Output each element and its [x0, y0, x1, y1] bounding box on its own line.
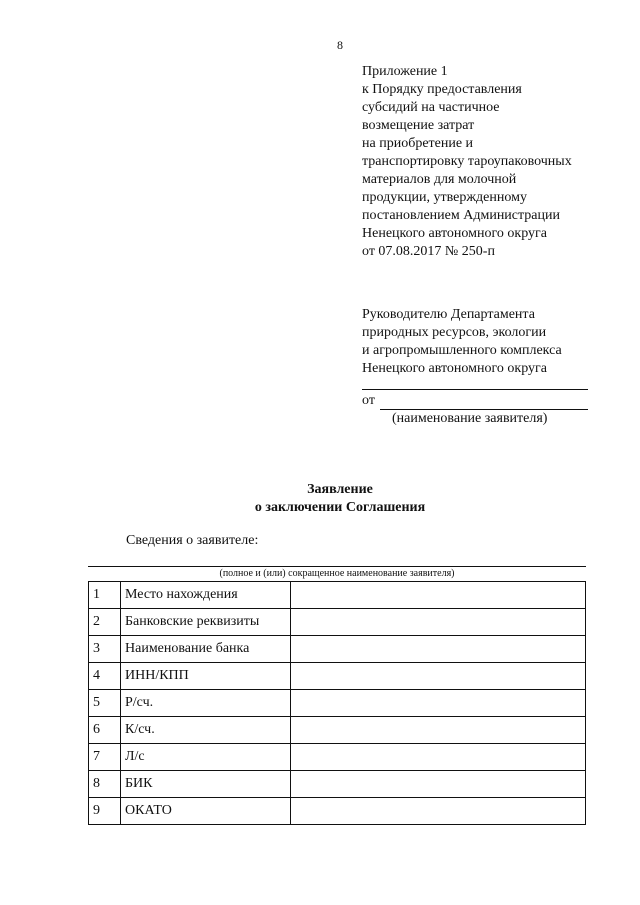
- row-value-cell: [291, 636, 586, 663]
- appendix-line: к Порядку предоставления: [362, 82, 522, 97]
- row-label: БИК: [121, 771, 291, 798]
- appendix-line: возмещение затрат: [362, 118, 475, 133]
- row-number: 4: [89, 663, 121, 690]
- title-line-2: о заключении Соглашения: [254, 500, 426, 515]
- title-line-1: Заявление: [307, 482, 373, 497]
- recipient-line: и агропромышленного комплекса: [362, 343, 562, 358]
- row-value-cell: [291, 663, 586, 690]
- row-number: 9: [89, 798, 121, 825]
- appendix-line: субсидий на частичное: [362, 100, 500, 115]
- row-label: Р/сч.: [121, 690, 291, 717]
- table-row: [89, 798, 586, 825]
- row-value-cell: [291, 744, 586, 771]
- document-title: [0, 481, 640, 517]
- recipient-line: природных ресурсов, экологии: [362, 325, 547, 340]
- row-value-cell: [291, 798, 586, 825]
- row-label: ОКАТО: [121, 798, 291, 825]
- row-number: 3: [89, 636, 121, 663]
- appendix-line: от 07.08.2017 № 250-п: [362, 244, 495, 259]
- row-number: 1: [89, 582, 121, 609]
- appendix-line: материалов для молочной: [362, 172, 517, 187]
- table-row: [89, 636, 586, 663]
- applicant-name-fill-line: [380, 408, 588, 410]
- row-number: 7: [89, 744, 121, 771]
- table-row: [89, 609, 586, 636]
- table-row: [89, 690, 586, 717]
- recipient-line: Руководителю Департамента: [362, 307, 535, 322]
- row-number: 2: [89, 609, 121, 636]
- recipient-block: [362, 306, 632, 378]
- row-value-cell: [291, 771, 586, 798]
- row-label: ИНН/КПП: [121, 663, 291, 690]
- table-row: [89, 717, 586, 744]
- appendix-line: транспортировку тароупаковочных: [362, 154, 572, 169]
- applicant-name-caption: (наименование заявителя): [392, 411, 548, 426]
- page-number: 8: [337, 38, 343, 52]
- row-value-cell: [291, 690, 586, 717]
- applicant-info-heading: Сведения о заявителе:: [126, 533, 259, 548]
- table-row: [89, 663, 586, 690]
- row-value-cell: [291, 717, 586, 744]
- row-label: Наименование банка: [121, 636, 291, 663]
- appendix-line: постановлением Администрации: [362, 208, 560, 223]
- recipient-line: Ненецкого автономного округа: [362, 361, 547, 376]
- appendix-line: продукции, утвержденному: [362, 190, 527, 205]
- appendix-line: на приобретение и: [362, 136, 474, 151]
- row-value-cell: [291, 609, 586, 636]
- row-number: 8: [89, 771, 121, 798]
- table-row: [89, 744, 586, 771]
- row-label: Место нахождения: [121, 582, 291, 609]
- appendix-reference: [362, 63, 632, 261]
- row-value-cell: [291, 582, 586, 609]
- row-number: 6: [89, 717, 121, 744]
- row-label: Банковские реквизиты: [121, 609, 291, 636]
- row-label: Л/с: [121, 744, 291, 771]
- row-number: 5: [89, 690, 121, 717]
- appendix-line: Ненецкого автономного округа: [362, 226, 547, 241]
- applicant-details-table: [88, 581, 586, 825]
- applicant-full-name-caption: (полное и (или) сокращенное наименование заявителя): [219, 568, 455, 579]
- blank-fill-line: [362, 388, 588, 390]
- appendix-line: Приложение 1: [362, 64, 448, 79]
- applicant-full-name-fill-line: [88, 565, 586, 567]
- table-row: [89, 771, 586, 798]
- row-label: К/сч.: [121, 717, 291, 744]
- from-label: от: [362, 393, 375, 408]
- table-row: [89, 582, 586, 609]
